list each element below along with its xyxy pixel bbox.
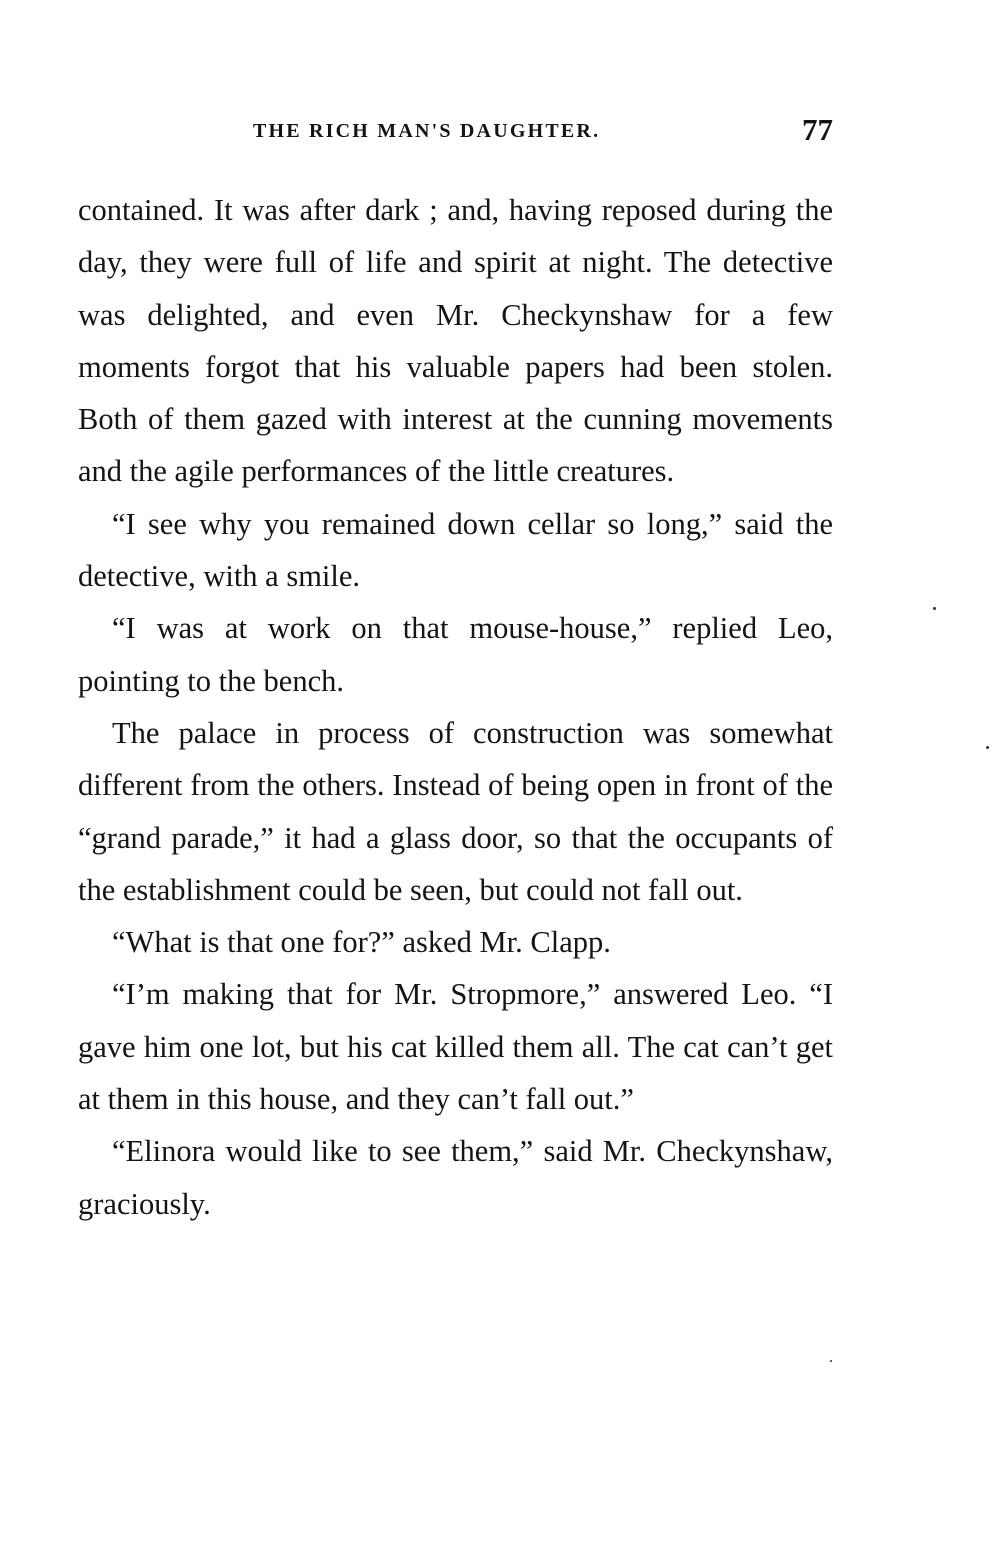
running-head bbox=[78, 112, 833, 152]
paragraph: “What is that one for?” asked Mr. Clapp. bbox=[112, 925, 611, 960]
page-number: 77 bbox=[802, 112, 833, 147]
scan-speck bbox=[986, 746, 989, 749]
scan-speck bbox=[830, 1360, 832, 1362]
paragraph: The palace in process of construction was somewhat different from the others. Instead of being open in front of the “grand parade,” it had a glass door, so that the occupants of the establishment could be seen, but could not fall out. bbox=[78, 715, 833, 907]
running-title: THE RICH MAN'S DAUGHTER. bbox=[253, 120, 601, 142]
paragraph: “I’m making that for Mr. Stropmore,” answered Leo. “I gave him one lot, but his cat killed them all. The cat can’t get at them in this house, and they can’t fall out.” bbox=[78, 977, 833, 1117]
body-text bbox=[78, 184, 833, 1230]
paragraph-continued: contained. It was after dark ; and, having reposed during the day, they were full of life and spirit at night. The detective was delighted, and even Mr. Checkynshaw for a few moments forgot that his valuable papers had been stolen. Both of them gazed with interest at the cunning movements and the agile performances of the little creatures. bbox=[78, 193, 833, 489]
paragraph: “I was at work on that mouse-house,” replied Leo, pointing to the bench. bbox=[78, 611, 833, 698]
paragraph: “Elinora would like to see them,” said Mr. Checkynshaw, graciously. bbox=[78, 1134, 833, 1221]
paragraph: “I see why you remained down cellar so long,” said the detective, with a smile. bbox=[78, 506, 833, 594]
scan-speck bbox=[933, 607, 936, 610]
